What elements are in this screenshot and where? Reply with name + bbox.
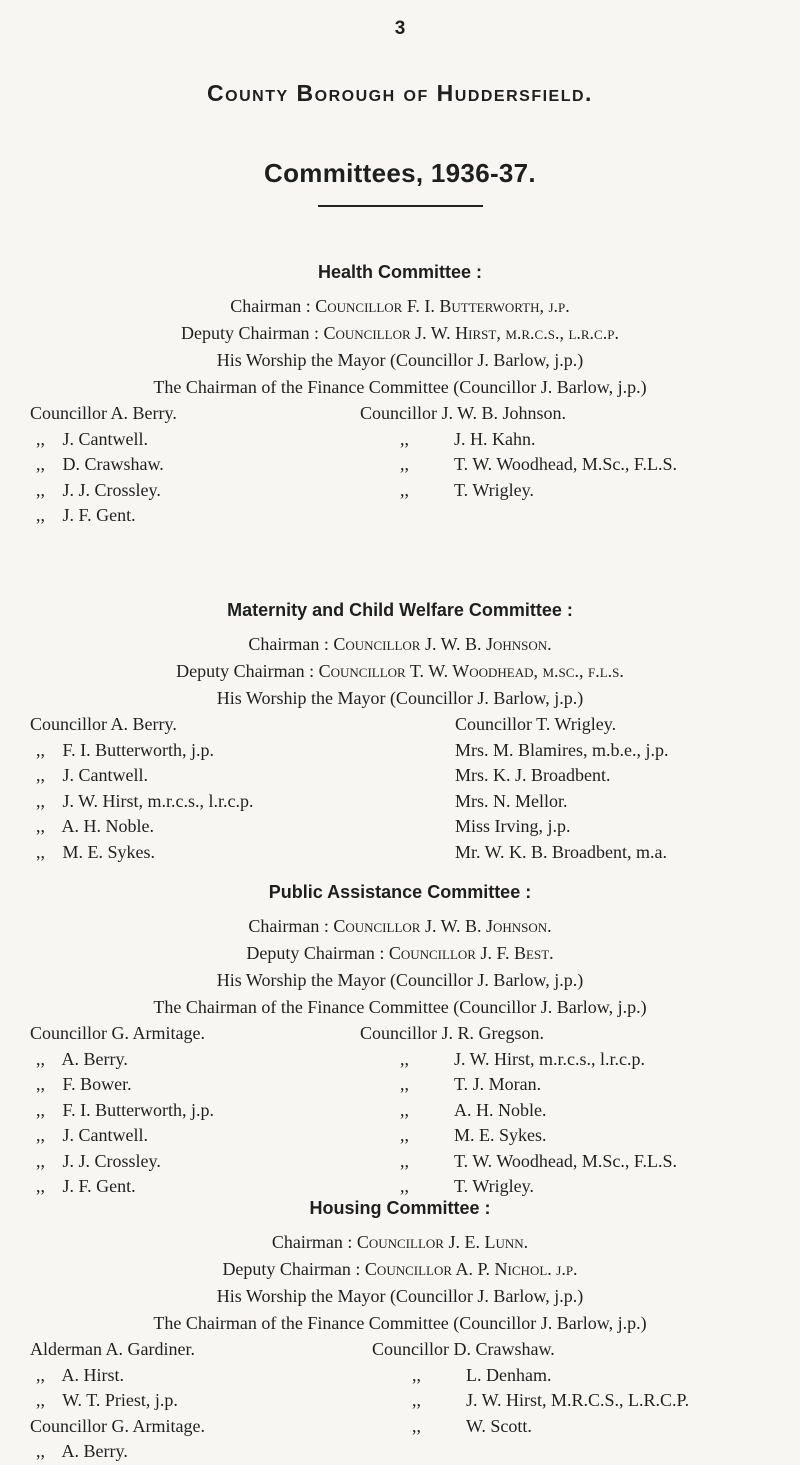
member-entry: Councillor A. Berry. <box>30 403 177 423</box>
member-entry: Councillor A. Berry. <box>30 714 177 734</box>
member-entry: ,, A. Berry. <box>36 1048 128 1069</box>
members-left <box>30 1337 205 1465</box>
members-left <box>30 712 254 865</box>
member-entry: ,, J. F. Gent. <box>36 1176 136 1196</box>
finance-chairman-line: The Chairman of the Finance Committee (Councillor J. Barlow, j.p.) <box>153 1313 647 1333</box>
chairman-line: Chairman : Councillor J. E. Lunn. <box>271 1232 529 1252</box>
member-entry: ,, J. F. Gent. <box>36 505 136 525</box>
member-entry: ,, A. Berry. <box>36 1441 128 1461</box>
health-committee-section <box>0 262 800 525</box>
members-right <box>360 1021 677 1200</box>
mayor-line: His Worship the Mayor (Councillor J. Barlow, j.p.) <box>216 688 584 708</box>
member-entry: ,, J. Cantwell. <box>36 765 148 785</box>
member-entry: ,, T. W. Woodhead, M.Sc., F.L.S. <box>400 1150 677 1171</box>
member-entry: ,, T. J. Moran. <box>400 1074 542 1094</box>
page-number: 3 <box>394 18 406 39</box>
member-entry: ,, F. I. Butterworth, j.p. <box>36 739 215 760</box>
member-entry: ,, J. J. Crossley. <box>36 479 161 500</box>
member-entry: ,, M. E. Sykes. <box>36 841 156 862</box>
chairman-line: Chairman : Councillor J. W. B. Johnson. <box>248 916 552 936</box>
member-entry: ,, A. H. Noble. <box>36 816 155 836</box>
member-entry: Councillor G. Armitage. <box>30 1023 205 1043</box>
section-heading: Public Assistance Committee : <box>268 882 532 902</box>
member-entry: ,, J. Cantwell. <box>36 428 148 449</box>
member-entry: Mrs. K. J. Broadbent. <box>455 765 611 785</box>
member-entry: Mrs. M. Blamires, m.b.e., j.p. <box>455 739 669 760</box>
section-heading: Maternity and Child Welfare Committee : <box>227 600 573 620</box>
member-entry: ,, D. Crawshaw. <box>36 454 164 474</box>
members-right <box>455 712 669 865</box>
chairman-line: Chairman : Councillor F. I. Butterworth, j.p. <box>230 296 570 316</box>
member-entry: ,, J. H. Kahn. <box>400 428 536 449</box>
member-entry: Mrs. N. Mellor. <box>455 790 568 811</box>
member-entry: ,, F. Bower. <box>36 1074 132 1094</box>
member-entry: ,, A. Hirst. <box>36 1364 125 1385</box>
member-entry: ,, J. W. Hirst, m.r.c.s., l.r.c.p. <box>400 1048 646 1069</box>
public-assistance-committee-section <box>0 882 800 1196</box>
member-entry: ,, J. W. Hirst, M.R.C.S., L.R.C.P. <box>412 1390 690 1410</box>
member-entry: ,, J. W. Hirst, m.r.c.s., l.r.c.p. <box>36 790 254 811</box>
member-entry: Councillor G. Armitage. <box>30 1415 205 1436</box>
member-entry: Councillor J. R. Gregson. <box>360 1023 544 1043</box>
member-entry: ,, W. T. Priest, j.p. <box>36 1390 178 1410</box>
mayor-line: His Worship the Mayor (Councillor J. Barlow, j.p.) <box>216 1286 584 1306</box>
deputy-chairman-line: Deputy Chairman : Councillor T. W. Woodhead, m.sc., f.l.s. <box>176 661 624 681</box>
document-title: County Borough of Huddersfield. <box>207 80 593 106</box>
members-right <box>372 1337 689 1439</box>
members-right <box>360 401 677 503</box>
finance-chairman-line: The Chairman of the Finance Committee (Councillor J. Barlow, j.p.) <box>153 377 647 397</box>
member-entry: ,, J. J. Crossley. <box>36 1150 161 1171</box>
maternity-committee-section <box>0 600 800 862</box>
member-entry: Councillor T. Wrigley. <box>455 714 617 734</box>
deputy-chairman-line: Deputy Chairman : Councillor J. F. Best. <box>246 943 554 963</box>
member-entry: ,, L. Denham. <box>412 1364 552 1385</box>
section-heading: Health Committee : <box>317 262 483 282</box>
members-left <box>30 401 177 529</box>
member-entry: ,, A. H. Noble. <box>400 1099 547 1120</box>
member-entry: ,, J. Cantwell. <box>36 1125 148 1145</box>
mayor-line: His Worship the Mayor (Councillor J. Barlow, j.p.) <box>216 970 584 990</box>
member-entry: Miss Irving, j.p. <box>455 816 571 836</box>
member-entry: ,, T. Wrigley. <box>400 1176 534 1196</box>
member-entry: ,, W. Scott. <box>412 1415 532 1436</box>
mayor-line: His Worship the Mayor (Councillor J. Barlow, j.p.) <box>216 350 584 370</box>
member-entry: ,, T. Wrigley. <box>400 479 534 500</box>
document-subtitle: Committees, 1936-37. <box>264 158 536 188</box>
member-entry: Alderman A. Gardiner. <box>30 1339 195 1359</box>
section-heading: Housing Committee : <box>309 1198 491 1218</box>
finance-chairman-line: The Chairman of the Finance Committee (Councillor J. Barlow, j.p.) <box>153 997 647 1017</box>
member-entry: ,, M. E. Sykes. <box>400 1125 547 1145</box>
member-entry: Councillor D. Crawshaw. <box>372 1339 555 1359</box>
deputy-chairman-line: Deputy Chairman : Councillor A. P. Nichol. j.p. <box>222 1259 578 1279</box>
member-entry: ,, T. W. Woodhead, M.Sc., F.L.S. <box>400 454 677 474</box>
members-left <box>30 1021 214 1200</box>
member-entry: Councillor J. W. B. Johnson. <box>360 403 567 423</box>
member-entry: ,, F. I. Butterworth, j.p. <box>36 1099 215 1120</box>
housing-committee-section <box>0 1198 800 1461</box>
deputy-chairman-line: Deputy Chairman : Councillor J. W. Hirst, m.r.c.s., l.r.c.p. <box>181 323 619 343</box>
chairman-line: Chairman : Councillor J. W. B. Johnson. <box>248 634 552 654</box>
member-entry: Mr. W. K. B. Broadbent, m.a. <box>455 841 667 862</box>
title-divider <box>318 205 483 207</box>
